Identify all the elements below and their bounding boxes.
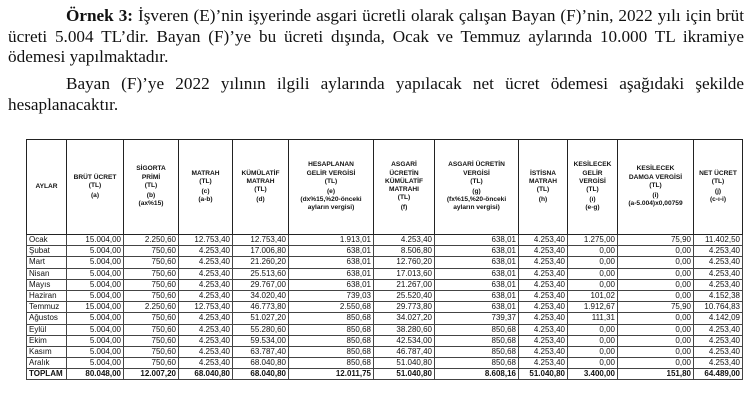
- value-cell: 850,68: [289, 324, 374, 335]
- value-cell: 5.004,00: [67, 324, 124, 335]
- table-row: [27, 257, 743, 268]
- column-header-line: AYLAR: [35, 182, 58, 190]
- column-header-line: KÜMÜLATİF: [241, 169, 280, 177]
- column-header-line: MATRAH: [528, 177, 558, 185]
- value-cell: 25.520,40: [374, 290, 435, 301]
- column-header-line: ASGARİ ÜCRETİN: [448, 161, 505, 169]
- column-header: [289, 140, 374, 235]
- value-cell: 638,01: [289, 279, 374, 290]
- column-header-line: (TL): [397, 194, 411, 202]
- value-cell: 25.513,60: [233, 268, 289, 279]
- value-cell: 750,60: [124, 358, 179, 369]
- column-formula: (a-b): [198, 196, 213, 204]
- value-cell: 0,00: [618, 313, 694, 324]
- example-text: İşveren (E)’nin işyerinde asgari ücretli olarak çalışan Bayan (F)’nin, 2022 yılı için brüt ücreti 5.004 TL’dir. Bayan (F)’ye bu ücreti dışında, Ocak ve Temmuz aylarında 10.000 TL ikramiye ödemesi yapılmaktadır.: [8, 6, 745, 66]
- value-cell: 0,00: [618, 268, 694, 279]
- column-header-line: KÜMÜLATİF: [385, 177, 423, 185]
- value-cell: 850,68: [289, 313, 374, 324]
- table-row: [27, 279, 743, 290]
- value-cell: 4.253,40: [694, 279, 743, 290]
- value-cell: 5.004,00: [67, 313, 124, 324]
- column-formula: (e): [326, 188, 336, 195]
- value-cell: 21.267,00: [374, 279, 435, 290]
- value-cell: 750,60: [124, 246, 179, 257]
- value-cell: 1.275,00: [568, 235, 618, 246]
- value-cell: 4.253,40: [694, 346, 743, 357]
- value-cell: 0,00: [568, 268, 618, 279]
- month-cell: Ocak: [27, 235, 67, 246]
- table-row: [27, 290, 743, 301]
- table-header-row: [27, 140, 743, 235]
- value-cell: 0,00: [568, 246, 618, 257]
- value-cell: 29.767,00: [233, 279, 289, 290]
- value-cell: 638,01: [435, 279, 519, 290]
- column-header-line: (TL): [586, 186, 599, 193]
- value-cell: 638,01: [435, 290, 519, 301]
- value-cell: 750,60: [124, 268, 179, 279]
- value-cell: 12.011,75: [289, 369, 374, 380]
- value-cell: 5.004,00: [67, 346, 124, 357]
- value-cell: 638,01: [435, 302, 519, 313]
- value-cell: 638,01: [435, 268, 519, 279]
- table-row: [27, 313, 743, 324]
- column-header-line: (TL): [649, 181, 662, 189]
- column-header: [179, 140, 233, 235]
- column-formula: (j): [714, 188, 722, 195]
- value-cell: 850,68: [289, 335, 374, 346]
- value-cell: 638,01: [289, 268, 374, 279]
- table-row: [27, 268, 743, 279]
- value-cell: 68.040,80: [233, 369, 289, 380]
- column-header-line: (TL): [144, 181, 158, 189]
- column-header-line: MATRAHI: [389, 186, 419, 193]
- value-cell: 12.007,20: [124, 369, 179, 380]
- column-formula: (ax%15): [138, 200, 164, 208]
- value-cell: 4.253,40: [179, 313, 233, 324]
- value-cell: 75,90: [618, 302, 694, 313]
- column-formula: (b): [146, 192, 156, 200]
- value-cell: 34.020,40: [233, 290, 289, 301]
- column-header-line: DAMGA VERGİSİ: [628, 173, 683, 181]
- value-cell: 4.253,40: [519, 346, 568, 357]
- value-cell: 4.253,40: [519, 324, 568, 335]
- value-cell: 0,00: [568, 346, 618, 357]
- column-header-line: BRÜT ÜCRET: [73, 173, 117, 181]
- column-header-line: (TL): [536, 186, 550, 193]
- value-cell: 1.913,01: [289, 235, 374, 246]
- column-formula: (c-ı-i): [709, 196, 727, 204]
- value-cell: 4.253,40: [519, 335, 568, 346]
- value-cell: 0,00: [618, 358, 694, 369]
- column-header-line: ASGARİ: [391, 161, 417, 169]
- value-cell: 4.142,09: [694, 313, 743, 324]
- value-cell: 15.004,00: [67, 235, 124, 246]
- explanation-text: Bayan (F)’ye 2022 yılının ilgili aylarında yapılacak net ücret ödemesi aşağıdaki şekilde hesaplanacaktır.: [8, 74, 744, 114]
- column-formula: (ı): [589, 196, 596, 204]
- value-cell: 739,37: [435, 313, 519, 324]
- column-header: [233, 140, 289, 235]
- value-cell: 63.787,40: [233, 346, 289, 357]
- value-cell: 4.253,40: [519, 235, 568, 246]
- table-row: [27, 246, 743, 257]
- table-row: [27, 335, 743, 346]
- column-header: [124, 140, 179, 235]
- column-header-line: (TL): [711, 177, 725, 185]
- value-cell: 4.253,40: [179, 246, 233, 257]
- column-formula: (g): [472, 188, 481, 195]
- value-cell: 850,68: [435, 335, 519, 346]
- value-cell: 80.048,00: [67, 369, 124, 380]
- column-header-line: (TL): [470, 177, 483, 185]
- column-header-line: NET ÜCRET: [699, 169, 737, 177]
- value-cell: 4.253,40: [179, 290, 233, 301]
- example-paragraph: [8, 6, 744, 68]
- value-cell: 4.253,40: [179, 335, 233, 346]
- column-formula: ayların vergisi): [453, 204, 500, 212]
- value-cell: 4.253,40: [179, 279, 233, 290]
- column-header: [435, 140, 519, 235]
- total-row: [27, 369, 743, 380]
- value-cell: 2.250,60: [124, 302, 179, 313]
- month-cell: Eylül: [27, 324, 67, 335]
- value-cell: 4.253,40: [519, 358, 568, 369]
- value-cell: 750,60: [124, 346, 179, 357]
- value-cell: 850,68: [435, 358, 519, 369]
- month-cell: TOPLAM: [27, 369, 67, 380]
- column-header-line: VERGİSİ: [463, 169, 490, 177]
- value-cell: 850,68: [289, 358, 374, 369]
- value-cell: 38.280,60: [374, 324, 435, 335]
- column-header: [27, 140, 67, 235]
- value-cell: 0,00: [618, 290, 694, 301]
- value-cell: 4.253,40: [179, 257, 233, 268]
- column-header-line: VERGİSİ: [579, 177, 606, 185]
- value-cell: 750,60: [124, 324, 179, 335]
- value-cell: 638,01: [289, 246, 374, 257]
- value-cell: 4.253,40: [519, 290, 568, 301]
- value-cell: 59.534,00: [233, 335, 289, 346]
- value-cell: 4.253,40: [519, 246, 568, 257]
- month-cell: Kasım: [27, 346, 67, 357]
- column-header-line: MATRAH: [191, 169, 220, 177]
- column-header-line: (TL): [254, 186, 267, 193]
- value-cell: 4.253,40: [519, 257, 568, 268]
- value-cell: 3.400,00: [568, 369, 618, 380]
- column-header-line: (TL): [88, 181, 102, 189]
- value-cell: 17.006,80: [233, 246, 289, 257]
- value-cell: 4.253,40: [519, 279, 568, 290]
- value-cell: 0,00: [618, 246, 694, 257]
- value-cell: 4.253,40: [519, 302, 568, 313]
- value-cell: 5.004,00: [67, 246, 124, 257]
- value-cell: 4.253,40: [519, 313, 568, 324]
- column-header-line: (TL): [199, 177, 212, 185]
- value-cell: 21.260,20: [233, 257, 289, 268]
- column-header-line: İSTİSNA: [529, 169, 556, 177]
- value-cell: 42.534,00: [374, 335, 435, 346]
- value-cell: 750,60: [124, 335, 179, 346]
- table-row: [27, 358, 743, 369]
- value-cell: 0,00: [568, 257, 618, 268]
- value-cell: 151,80: [618, 369, 694, 380]
- month-cell: Ağustos: [27, 313, 67, 324]
- month-cell: Aralık: [27, 358, 67, 369]
- value-cell: 29.773,80: [374, 302, 435, 313]
- column-header-line: HESAPLANAN: [308, 161, 354, 169]
- explanation-paragraph: [8, 74, 744, 115]
- value-cell: 0,00: [568, 324, 618, 335]
- value-cell: 64.489,00: [694, 369, 743, 380]
- column-header-line: KESİLECEK: [573, 161, 612, 169]
- value-cell: 5.004,00: [67, 290, 124, 301]
- column-formula: (f): [400, 204, 408, 212]
- value-cell: 4.253,40: [694, 358, 743, 369]
- value-cell: 4.253,40: [179, 346, 233, 357]
- value-cell: 0,00: [568, 358, 618, 369]
- table-body: [27, 235, 743, 380]
- value-cell: 51.040,80: [374, 369, 435, 380]
- value-cell: 0,00: [618, 335, 694, 346]
- value-cell: 5.004,00: [67, 335, 124, 346]
- column-header-line: GELİR: [582, 169, 603, 177]
- column-formula: (d): [256, 196, 265, 204]
- value-cell: 51.040,80: [374, 358, 435, 369]
- value-cell: 4.253,40: [694, 335, 743, 346]
- value-cell: 12.753,40: [179, 235, 233, 246]
- value-cell: 850,68: [435, 346, 519, 357]
- value-cell: 8.506,80: [374, 246, 435, 257]
- column-header: [568, 140, 618, 235]
- value-cell: 4.253,40: [694, 257, 743, 268]
- value-cell: 15.004,00: [67, 302, 124, 313]
- value-cell: 5.004,00: [67, 279, 124, 290]
- value-cell: 0,00: [568, 279, 618, 290]
- month-cell: Şubat: [27, 246, 67, 257]
- column-header-line: MATRAH: [246, 177, 275, 185]
- value-cell: 75,90: [618, 235, 694, 246]
- value-cell: 2.250,60: [124, 235, 179, 246]
- column-header: [618, 140, 694, 235]
- value-cell: 12.753,40: [179, 302, 233, 313]
- column-formula: (a): [90, 192, 100, 200]
- month-cell: Mayıs: [27, 279, 67, 290]
- value-cell: 4.253,40: [694, 268, 743, 279]
- value-cell: 1.912,67: [568, 302, 618, 313]
- value-cell: 850,68: [289, 346, 374, 357]
- value-cell: 34.027,20: [374, 313, 435, 324]
- column-header: [67, 140, 124, 235]
- column-formula: (dx%15,%20-önceki: [300, 196, 362, 204]
- table-row: [27, 324, 743, 335]
- value-cell: 638,01: [435, 246, 519, 257]
- example-label: Örnek 3:: [66, 6, 134, 25]
- value-cell: 0,00: [618, 346, 694, 357]
- column-formula: (fx%15,%20-önceki: [446, 196, 507, 204]
- value-cell: 739,03: [289, 290, 374, 301]
- value-cell: 101,02: [568, 290, 618, 301]
- value-cell: 750,60: [124, 290, 179, 301]
- table-row: [27, 346, 743, 357]
- value-cell: 10.764,83: [694, 302, 743, 313]
- value-cell: 5.004,00: [67, 257, 124, 268]
- month-cell: Nisan: [27, 268, 67, 279]
- column-header: [374, 140, 435, 235]
- value-cell: 638,01: [289, 257, 374, 268]
- month-cell: Haziran: [27, 290, 67, 301]
- column-header-line: KESİLECEK: [636, 165, 675, 173]
- value-cell: 2.550,68: [289, 302, 374, 313]
- column-formula: (a-5.004)x0,00759: [628, 200, 683, 208]
- value-cell: 4.152,38: [694, 290, 743, 301]
- salary-calculation-table: [26, 139, 743, 380]
- value-cell: 68.040,80: [179, 369, 233, 380]
- value-cell: 0,00: [618, 279, 694, 290]
- table-row: [27, 302, 743, 313]
- column-header: [694, 140, 743, 235]
- value-cell: 8.608,16: [435, 369, 519, 380]
- value-cell: 51.027,20: [233, 313, 289, 324]
- value-cell: 68.040,80: [233, 358, 289, 369]
- column-header-line: PRİMİ: [141, 173, 161, 181]
- value-cell: 0,00: [618, 324, 694, 335]
- value-cell: 111,31: [568, 313, 618, 324]
- column-formula: (c): [201, 188, 210, 195]
- value-cell: 750,60: [124, 313, 179, 324]
- value-cell: 4.253,40: [374, 235, 435, 246]
- value-cell: 51.040,80: [519, 369, 568, 380]
- value-cell: 46.773,80: [233, 302, 289, 313]
- column-formula: (e-g): [585, 204, 600, 212]
- column-header-line: GELİR VERGİSİ: [306, 169, 356, 177]
- table-row: [27, 235, 743, 246]
- value-cell: 4.253,40: [179, 268, 233, 279]
- value-cell: 0,00: [618, 257, 694, 268]
- value-cell: 5.004,00: [67, 268, 124, 279]
- value-cell: 850,68: [435, 324, 519, 335]
- value-cell: 17.013,60: [374, 268, 435, 279]
- month-cell: Temmuz: [27, 302, 67, 313]
- value-cell: 4.253,40: [694, 324, 743, 335]
- value-cell: 4.253,40: [519, 268, 568, 279]
- column-header-line: ÜCRETİN: [389, 169, 419, 177]
- month-cell: Ekim: [27, 335, 67, 346]
- value-cell: 11.402,50: [694, 235, 743, 246]
- value-cell: 4.253,40: [694, 246, 743, 257]
- value-cell: 4.253,40: [179, 324, 233, 335]
- salary-table-container: [26, 139, 742, 380]
- value-cell: 4.253,40: [179, 358, 233, 369]
- month-cell: Mart: [27, 257, 67, 268]
- value-cell: 0,00: [568, 335, 618, 346]
- value-cell: 750,60: [124, 257, 179, 268]
- column-header-line: SİGORTA: [136, 165, 166, 173]
- column-formula: (h): [538, 196, 548, 204]
- column-formula: (i): [652, 192, 659, 200]
- value-cell: 12.760,20: [374, 257, 435, 268]
- column-header-line: (TL): [324, 177, 338, 185]
- column-formula: ayların vergisi): [307, 204, 355, 212]
- column-header: [519, 140, 568, 235]
- value-cell: 55.280,60: [233, 324, 289, 335]
- value-cell: 638,01: [435, 257, 519, 268]
- value-cell: 638,01: [435, 235, 519, 246]
- value-cell: 750,60: [124, 279, 179, 290]
- value-cell: 5.004,00: [67, 358, 124, 369]
- value-cell: 12.753,40: [233, 235, 289, 246]
- value-cell: 46.787,40: [374, 346, 435, 357]
